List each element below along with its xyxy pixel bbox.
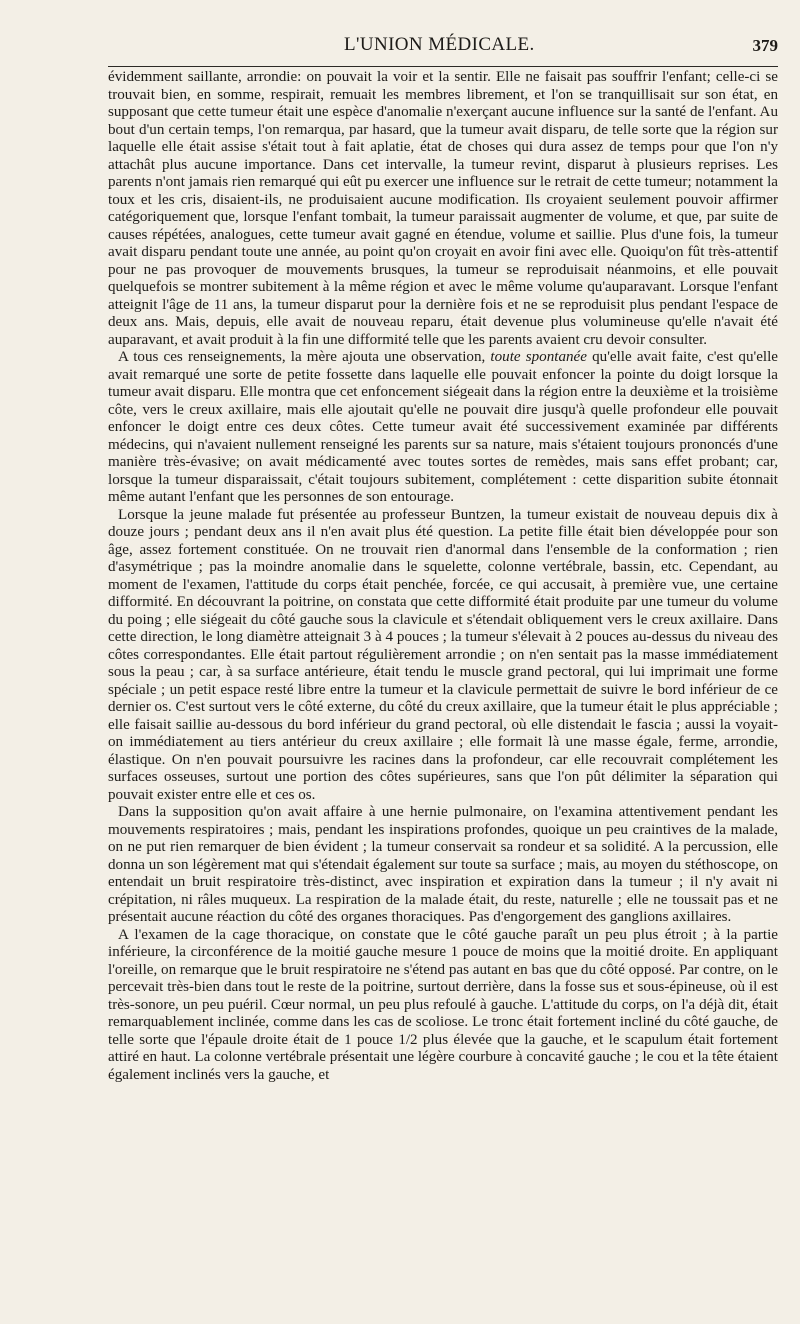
- emphasis-toute-spontanee: toute spontanée: [490, 349, 587, 365]
- article-body: [108, 69, 778, 1084]
- paragraph-2: [108, 349, 778, 507]
- paragraph-5: A l'examen de la cage thoracique, on constate que le côté gauche paraît un peu plus étroit ; à la partie inférieure, la circonférence de la moitié gauche mesure 1 pouce de moins que la moitié droite. En appliquant l'oreille, on remarque que le bruit respiratoire ne s'étend pas autant en bas que du côté opposé. Par contre, on le percevait très-bien dans tout le reste de la poitrine, surtout derrière, dans la fosse sus et sous-épineuse, où il est très-sonore, un peu puéril. Cœur normal, un peu plus refoulé à gauche. L'attitude du corps, on l'a déjà dit, était remarquablement inclinée, comme dans les cas de scoliose. Le tronc était fortement incliné du côté gauche, de telle sorte que l'épaule droite était de 1 pouce 1/2 plus élevée que la gauche, et le scapulum était fortement attiré en haut. La colonne vertébrale présentait une légère courbure à concavité gauche ; le cou et la tête étaient également inclinés vers la gauche, et: [108, 926, 778, 1083]
- paragraph-2-rest: qu'elle avait faite, c'est qu'elle avait remarqué une sorte de petite fossette dans laquelle elle pouvait enfoncer la pointe du doigt lorsque la tumeur avait disparu. Elle montra que cet enfoncement siégeait dans la région entre la deuxième et la troisième côte, vers le creux axillaire, mais elle ajoutait qu'elle ne pouvait dire jusqu'à quelle profondeur elle pouvait enfoncer le doigt entre ces deux côtes. Cette tumeur avait été successivement examinée par différents médecins, qui n'avaient nullement renseigné les parents sur sa nature, mais s'étaient toujours prononcés d'une manière très-évasive; on avait médicamenté avec toutes sortes de remèdes, mais sans effet probant; car, lorsque la tumeur disparaissait, c'était toujours subitement, complétement : cette disparition subite étonnait même autant l'enfant que les personnes de son entourage.: [108, 349, 778, 505]
- page-number: 379: [752, 36, 778, 55]
- paragraph-4: Dans la supposition qu'on avait affaire à une hernie pulmonaire, on l'examina attentivement pendant les mouvements respiratoires ; mais, pendant les inspirations profondes, quoique un peu craintives de la malade, on ne put rien remarquer de bien évident ; la tumeur conservait sa rondeur et sa solidité. A la percussion, elle donna un son légèrement mat qui s'étendait également sur toute sa surface ; mais, au moyen du stéthoscope, on entendait un bruit respiratoire très-distinct, avec inspiration et expiration dans la tumeur ; il n'y avait ni crépitation, ni râles muqueux. La respiration de la malade était, du reste, naturelle ; elle ne toussait pas et ne présentait aucune réaction du côté des organes thoraciques. Pas d'engorgement des ganglions axillaires.: [108, 804, 778, 925]
- header-rule: [108, 66, 778, 67]
- paragraph-1: évidemment saillante, arrondie: on pouvait la voir et la sentir. Elle ne faisait pas souffrir l'enfant; celle-ci se trouvait bien, en somme, respirait, remuait les membres librement, et l'on se tranquillisait sur son état, en supposant que cette tumeur était une espèce d'anomalie n'exerçant aucune influence sur la santé de l'enfant. Au bout d'un certain temps, l'on remarqua, par hasard, que la tumeur avait disparu, de telle sorte que la région sur laquelle elle était assise s'était tout à fait aplatie, état de choses qui dura assez de temps pour que l'on n'y attachât plus aucune importance. Dans cet intervalle, la tumeur revint, disparut à plusieurs reprises. Les parents n'ont jamais rien remarqué qui eût pu exercer une influence sur le retrait de cette tumeur; notamment la toux et les cris, disaient-ils, ne produisaient aucune modification. Ils croyaient seulement pouvoir affirmer catégoriquement que, lorsque l'enfant tombait, la tumeur paraissait augmenter de volume, et que, par suite de causes répétées, analogues, cette tumeur avait gagné en étendue, volume et saillie. Plus d'une fois, la tumeur avait disparu pendant toute une année, au point qu'on croyait en avoir fini avec elle. Quoiqu'on fût très-attentif pour ne pas provoquer de mouvements brusques, la tumeur se reproduisait néanmoins, et elle pouvait quelquefois se montrer subitement à la même région et avec le même volume qu'auparavant. Lorsque l'enfant atteignit l'âge de 11 ans, la tumeur disparut pour la dernière fois et ne se reproduisit plus pendant l'espace de deux ans. Mais, depuis, elle avait de nouveau reparu, était devenue plus volumineuse qu'elle n'avait été auparavant, et avait produit à la fin une difformité telle que les parents avaient cru devoir consulter.: [108, 69, 778, 348]
- journal-title: L'UNION MÉDICALE.: [344, 34, 535, 55]
- paragraph-2-start: A tous ces renseignements, la mère ajouta une observation,: [118, 349, 491, 365]
- running-head: [108, 30, 778, 66]
- paragraph-3: Lorsque la jeune malade fut présentée au professeur Buntzen, la tumeur existait de nouveau depuis dix à douze jours ; pendant deux ans il n'en avait plus été question. La petite fille était bien développée pour son âge, assez fortement constituée. On ne trouvait rien d'anormal dans l'ensemble de la conformation ; rien d'asymétrique ; pas la moindre anomalie dans le squelette, colonne vertébrale, bassin, etc. Cependant, au moment de l'examen, l'attitude du corps était penchée, forcée, ce qui accusait, à première vue, une certaine difformité. En découvrant la poitrine, on constata que cette difformité était produite par une tumeur du volume du poing ; elle siégeait du côté gauche sous la clavicule et s'étendait obliquement vers le creux axillaire. Dans cette direction, le long diamètre atteignait 3 à 4 pouces ; la tumeur s'élevait à 2 pouces au-dessus du niveau des côtes correspondantes. Elle était partout régulièrement arrondie ; on n'en sentait pas la masse immédiatement sous la peau ; car, à sa surface antérieure, était tendu le muscle grand pectoral, qui lui imprimait une forme spéciale ; un petit espace resté libre entre la tumeur et la clavicule permettait de suivre le bord inférieur de ce dernier os. C'est surtout vers le côté externe, du côté du creux axillaire, que la tumeur était le plus appréciable ; elle faisait saillie au-dessous du bord inférieur du grand pectoral, où elle distendait le fascia ; aussi la voyait-on immédiatement au tiers antérieur du creux axillaire ; elle formait là une masse égale, ferme, arrondie, élastique. On n'en pouvait poursuivre les racines dans la profondeur, car elle recouvrait complétement les surfaces osseuses, surtout une portion des côtes supérieures, sans que l'on pût délimiter la séparation qui pouvait exister entre elle et ces os.: [108, 506, 778, 803]
